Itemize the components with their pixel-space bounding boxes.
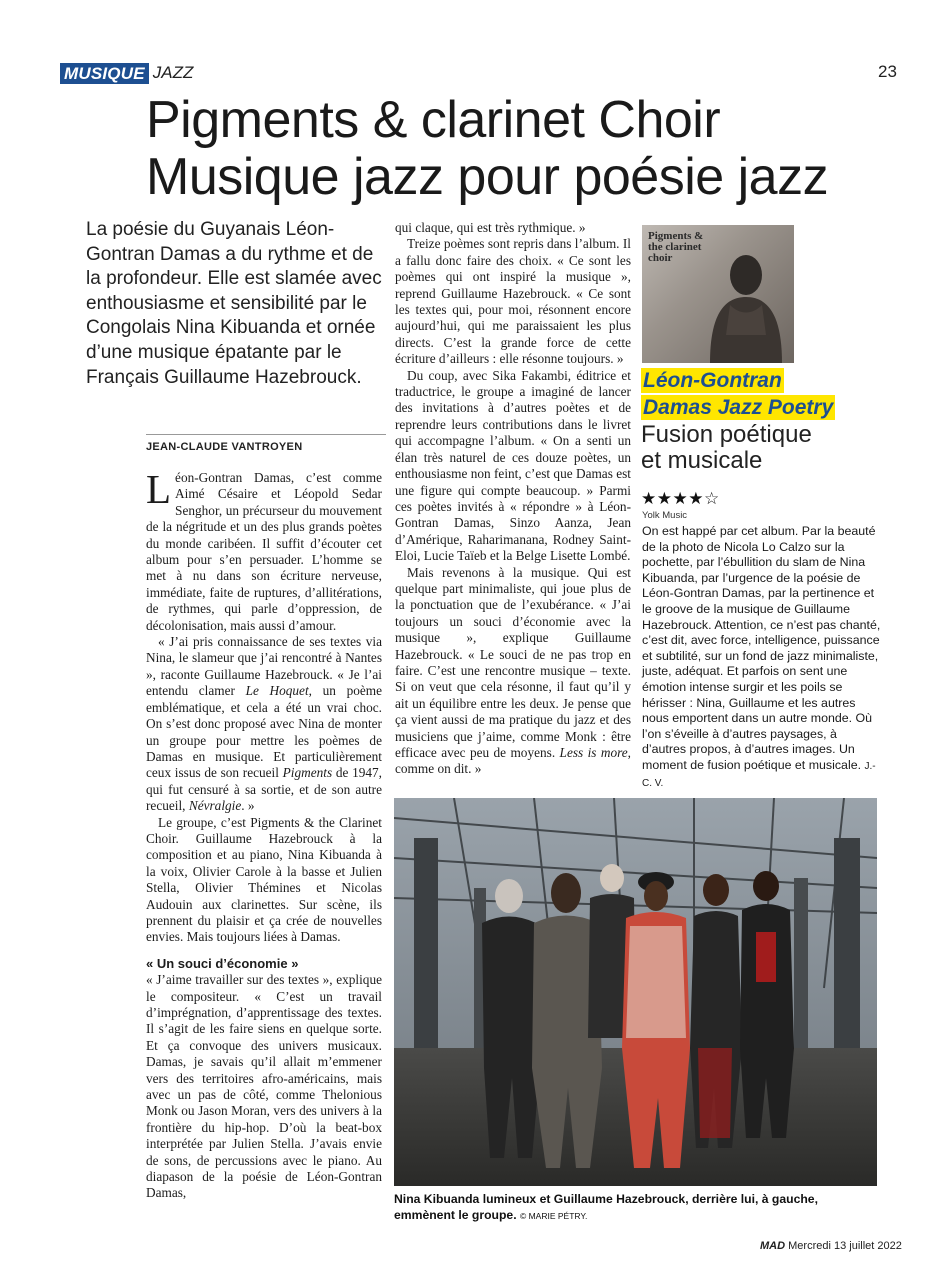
caption-text: Nina Kibuanda lumineux et Guillaume Hazebrouck, derrière lui, à gauche, emmènent le groupe. bbox=[394, 1192, 818, 1222]
article-paragraph: Treize poèmes sont repris dans l’album. Il a fallu donc faire des choix. « Ce sont les poèmes qui ont inspiré la musique », reprend Guillaume Hazebrouck. « Ce sont les textes qui, pour moi, résonnent encore aujourd’hui, qui me paraissaient les plus directs. C’est la grande force de cette écriture d’ailleurs : elle résonne toujours. » bbox=[395, 236, 631, 367]
paragraph-text: éon-Gontran Damas, c’est comme Aimé Césaire et Léopold Sedar Senghor, un précurseur du mouvement de la négritude et un des plus grands poètes du monde caribéen. Il suffit d’écouter cet album pour s’en persuader. L’homme se met à nu dans son écriture nerveuse, immédiate, faite de ruptures, d’allitérations, de rythmes, qui parle d’oppression, de décolonisation, mais aussi d’amour. bbox=[146, 470, 382, 633]
band-photo-illustration bbox=[394, 798, 877, 1186]
work-title: Pigments bbox=[282, 765, 333, 781]
paragraph-text: « J’ai pris connaissance de ses textes via Nina, le slameur que j’ai rencontré à Nantes », raconte Guillaume Hazebrouck. « Je l’ai entendu clamer bbox=[146, 634, 382, 699]
headline bbox=[146, 92, 906, 206]
work-title: Le Hoquet bbox=[245, 683, 309, 699]
article-paragraph bbox=[146, 634, 382, 814]
article-paragraph bbox=[395, 565, 631, 778]
photo-caption bbox=[394, 1192, 877, 1224]
album-subtitle-line-2: et musicale bbox=[641, 447, 763, 474]
album-title-line-1: Léon-Gontran bbox=[643, 369, 782, 392]
paragraph-text: , un poème emblématique, et cela a été un vrai choc. On s’est donc proposé avec Nina de monter un groupe pour mettre les poèmes de Damas en musique. Et particulièrement ceux issus de son recueil bbox=[146, 683, 383, 781]
article-column-1 bbox=[146, 466, 383, 1202]
paragraph-text: . » bbox=[241, 798, 255, 814]
article-paragraph bbox=[146, 466, 382, 634]
review-text: On est happé par cet album. Par la beauté de la photo de Nicola Lo Calzo sur la pochette, par l’ébullition du slam de Nina Kibuanda, par l’urgence de la poésie de Léon-Gontran Damas, par la pertinence et le groove de la musique de Guillaume Hazebrouck. Attention, ce n’est pas chanté, c’est dit, avec force, intelligence, puissance et subtilité, sur un fond de jazz minimaliste, juste, adéquat. Et parfois on sent une émotion intense surgir et les poils se hérisser : Nina, Guillaume et les autres nous emportent dans un autre monde. Où l’on s’éveille à d’autres paysages, à d’autres propos, à d’autres images. Un moment de fusion poétique et musicale. bbox=[642, 524, 881, 772]
article-paragraph: Le groupe, c’est Pigments & the Clarinet Choir. Guillaume Hazebrouck à la composition et au piano, Nina Kibuanda à la voix, Olivier Carole à la basse et Julien Stella, Olivier Thémines et Nicolas Audouin aux clarinettes. Sur scène, ils prennent du plaisir et ça crée de nouvelles envies. Mais toujours liées à Damas. bbox=[146, 814, 382, 945]
headline-line-1: Pigments & clarinet Choir bbox=[146, 91, 721, 149]
lead-paragraph: La poésie du Guyanais Léon-Gontran Damas a du rythme et de la profondeur. Elle est slamée avec enthousiasme et sensibilité par le Congolais Nina Kibuanda et ornée d’une musique épatante par le Français Guillaume Hazebrouck. bbox=[86, 219, 382, 388]
subsection-label: JAZZ bbox=[152, 63, 194, 82]
album-cover-figure bbox=[700, 245, 790, 363]
article-paragraph: « J’aime travailler sur des textes », explique le compositeur. « C’est un travail d’imprégnation, d’apprentissage des textes. Il s’agit de les faire siens en quelque sorte. Et ça convoque des univers musicaux. Damas, je savais qu’il allait m’emmener vers des territoires afro-américains, mais avec un pas de côté, comme Thelonious Monk ou Jason Moran, vers des univers à la frontière du hip-hop. D’où la beat-box interprétée par Julien Stella. J’avais envie de sons, de percussions avec le piano. Au diapason de la poésie de Léon-Gontran Damas, bbox=[146, 972, 382, 1201]
byline: JEAN-CLAUDE VANTROYEN bbox=[146, 441, 303, 453]
album-subtitle-line-1: Fusion poétique bbox=[641, 421, 812, 448]
article-paragraph: Du coup, avec Sika Fakambi, éditrice et traductrice, le groupe a imaginé de lancer des invitations à d’autres poètes et de reprendre leurs contributions dans le livret qui accompagne l’album. « On a senti un élan très naturel de ces douze poètes, un enthousiasme non feint, c’est que Damas est une figure qui compte beaucoup. » Parmi ces poètes invités à « répondre » à Léon-Gontran Damas, Sinzo Aanza, Jean d’Amérique, Raharimanana, Rodney Saint-Eloi, Lucie Taïeb et la Belge Lisette Lombé. bbox=[395, 367, 631, 564]
album-title-line-2: Damas Jazz Poetry bbox=[643, 396, 834, 419]
page-number: 23 bbox=[878, 62, 897, 81]
section-label: MUSIQUE bbox=[60, 63, 149, 84]
headline-line-2: Musique jazz pour poésie jazz bbox=[146, 148, 829, 206]
italic-phrase: Less is more bbox=[559, 745, 628, 760]
drop-cap: L bbox=[146, 466, 172, 512]
star-rating: ★★★★☆ bbox=[641, 489, 720, 508]
album-review bbox=[642, 524, 882, 791]
review-signature: J.-C. V. bbox=[642, 760, 876, 789]
article-subhead: « Un souci d’économie » bbox=[146, 955, 299, 971]
album-subtitle bbox=[641, 422, 891, 474]
byline-divider bbox=[146, 434, 386, 435]
paragraph-text: , comme on dit. » bbox=[395, 745, 631, 777]
album-title bbox=[641, 368, 835, 422]
article-column-2 bbox=[395, 220, 631, 778]
section-rubric bbox=[60, 62, 193, 84]
album-cover-title: Pigments & the clarinet choir bbox=[648, 230, 704, 264]
album-cover-image bbox=[642, 225, 794, 363]
page-footer bbox=[760, 1240, 902, 1252]
article-paragraph: qui claque, qui est très rythmique. » bbox=[395, 220, 586, 235]
paragraph-text: de 1947, qui fut censuré à sa sortie, et de son autre recueil, bbox=[146, 765, 382, 814]
record-label: Yolk Music bbox=[642, 510, 688, 521]
work-title: Névralgie bbox=[188, 798, 242, 814]
paragraph-text: Mais revenons à la musique. Qui est quelque part minimaliste, qui joue plus de la ponctuation que de l’exubérance. « J’ai toujours un souci d’économie avec la musique », explique Guillaume Hazebrouck. « Le souci de ne pas trop en faire. C’est une rencontre musique – texte. Si on veut que cela résonne, il faut qu’il y ait un équilibre entre les deux. Je pense que ça vient aussi de ma pratique du jazz et des musiciens que j’aime, comme Monk : être efficace avec peu de moyens. bbox=[395, 564, 631, 760]
publication-date: Mercredi 13 juillet 2022 bbox=[788, 1240, 902, 1252]
publication-brand: MAD bbox=[760, 1240, 786, 1252]
photo-credit: © MARIE PÉTRY. bbox=[519, 1210, 588, 1221]
band-photo bbox=[394, 798, 877, 1186]
